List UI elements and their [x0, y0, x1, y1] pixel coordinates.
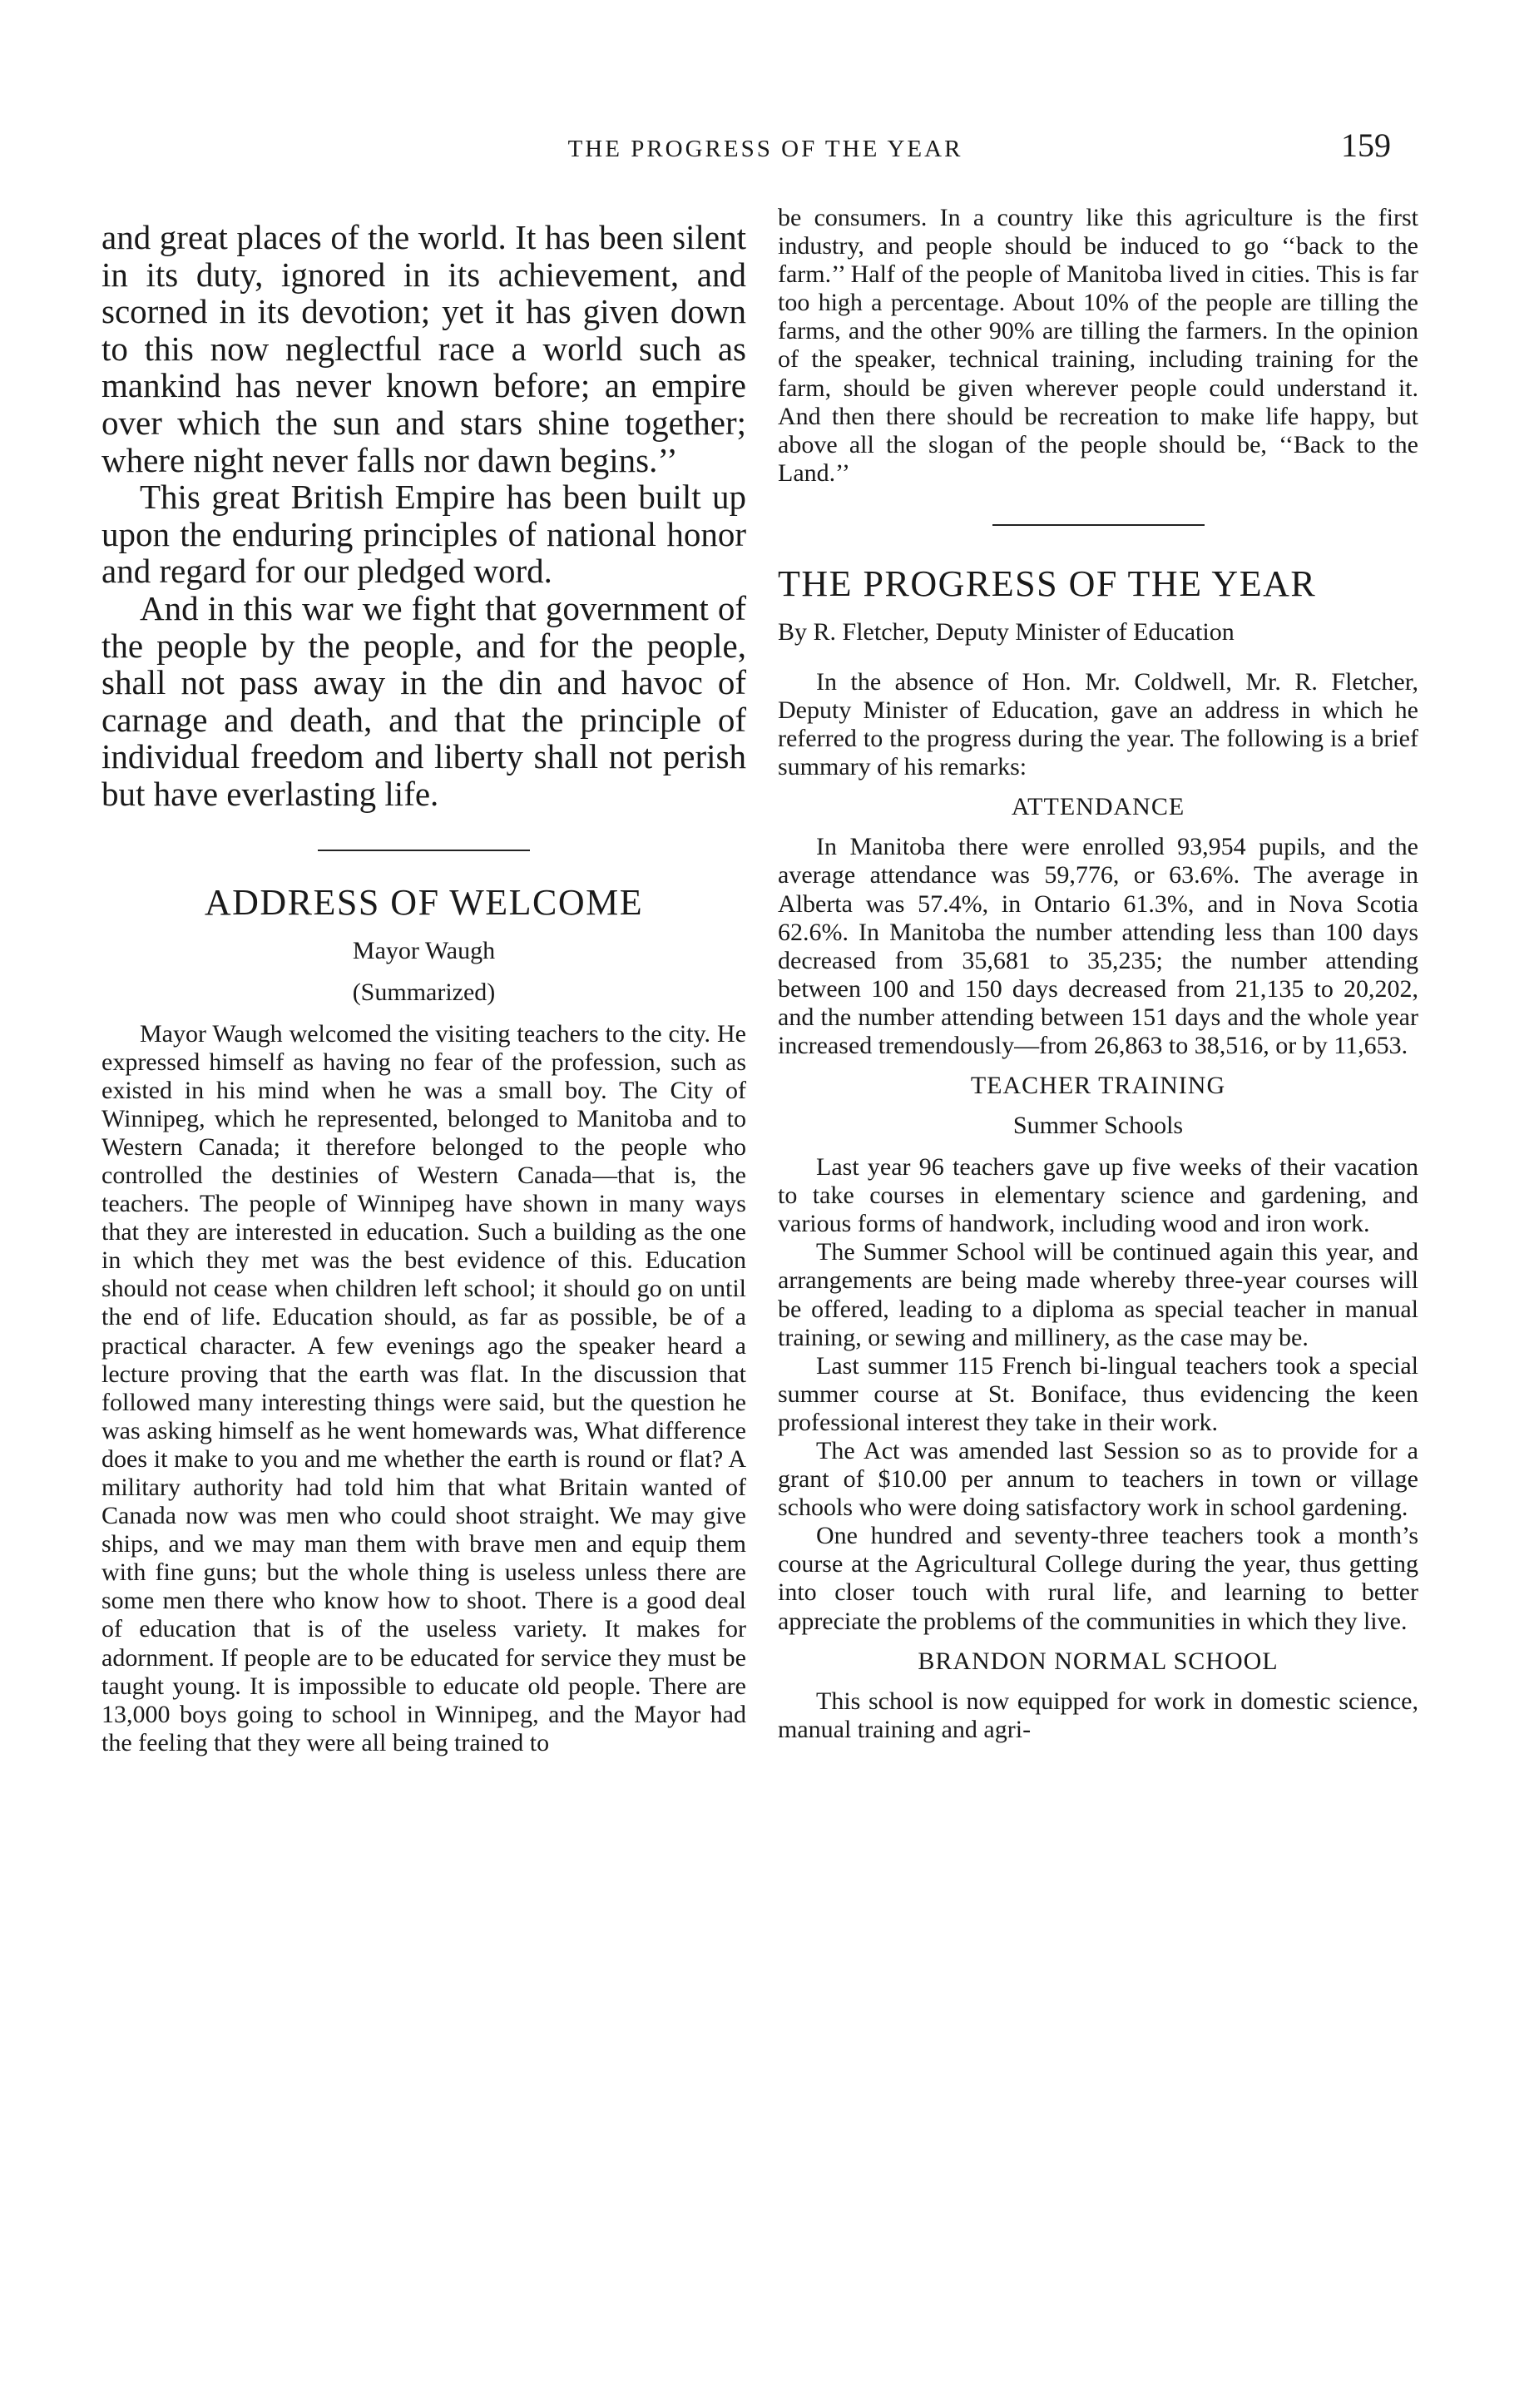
body-paragraph: One hundred and seventy-three teachers took a month’s course at the Agricultural College during the year, thus getting into closer touch with rural life, and learning to better appreciate the problems of the communities in which they live.: [778, 1522, 1418, 1635]
subsection-heading: Summer Schools: [1012, 1112, 1184, 1140]
section-heading: ATTENDANCE: [1011, 793, 1185, 821]
body-paragraph: This school is now equipped for work in domestic science, manual training and agri-: [778, 1687, 1418, 1743]
article-byline: By R. Fletcher, Deputy Minister of Education: [778, 617, 1235, 646]
left-column: [101, 219, 746, 1757]
article-continuation: [778, 204, 1418, 488]
body-paragraph: The Summer School will be continued again this year, and arrangements are being made whereby three-year courses will be offered, leading to a diploma as special teacher in manual training, or sewing and millinery, as the case may be.: [778, 1238, 1418, 1351]
section-divider: [318, 850, 530, 851]
body-paragraph: be consumers. In a country like this agriculture is the first industry, and people should be induced to go ‘‘back to the farm.’’ Half of the people of Manitoba lived in cities. This is far too high a percentage. About 10% of the people are tilling the farms, and the other 90% are tilling the farmers. In the opinion of the speaker, technical training, including training for the farm, should be given wherever people could understand it. And then there should be recreation to make life happy, but above all the slogan of the people should be, ‘‘Back to the Land.’’: [778, 204, 1418, 487]
body-paragraph: In Manitoba there were enrolled 93,954 pupils, and the average attendance was 59,776, or 63.6%. The average in Alberta was 57.4%, in Ontario 61.3%, and in Nova Scotia 62.6%. In Manitoba the number attending less than 100 days decreased from 35,681 to 35,235; the number attending between 100 and 150 days decreased from 21,135 to 20,202, and the number attending between 151 days and the whole year increased tremendously—from 26,863 to 38,516, or by 11,653.: [778, 833, 1418, 1059]
body-paragraph: In the absence of Hon. Mr. Coldwell, Mr. R. Fletcher, Deputy Minister of Education, gave an address in which he referred to the progress during the year. The following is a brief summary of his remarks:: [778, 667, 1418, 781]
speech-conclusion: [101, 219, 746, 813]
article-body: [101, 1020, 746, 1757]
body-paragraph: The Act was amended last Session so as to provide for a grant of $10.00 per annum to teachers in town or village schools who were doing satisfactory work in school gardening.: [778, 1437, 1418, 1522]
body-paragraph: and great places of the world. It has been silent in its duty, ignored in its achievement, and scorned in its devotion; yet it has given down to this now neglectful race a world such as mankind has never known before; an empire over which the sun and stars shine together; where night never falls nor dawn begins.’’: [101, 218, 746, 479]
body-paragraph: Mayor Waugh welcomed the visiting teachers to the city. He expressed himself as having no fear of the profession, such as existed in his mind when he was a small boy. The City of Winnipeg, which he represented, belonged to Manitoba and to Western Canada; it therefore belonged to the people who controlled the destinies of Western Canada—that is, the teachers. The people of Winnipeg have shown in many ways that they are interested in education. Such a building as the one in which they met was the best evidence of this. Education should not cease when children left school; it should go on until the end of life. Education should, as far as possible, be of a practical character. A few evenings ago the speaker heard a lecture proving that the earth was flat. In the discussion that followed many interesting things were said, but the question he was asking himself as he went homewards was, What difference does it make to you and me whether the earth is round or flat? A military authority had told him that what Britain wanted of Canada now was men who could shoot straight. We may give ships, and we may man them with brave men and equip them with fine guns; but the whole thing is useless unless there are some men there who know how to shoot. There is a good deal of education that is of the useless variety. It makes for adornment. If people are to be educated for service they must be taught young. It is impossible to educate old people. There are 13,000 boys going to school in Winnipeg, and the Mayor had the feeling that they were all being trained to: [101, 1019, 746, 1756]
right-column: [778, 204, 1418, 1744]
section-divider: [992, 524, 1205, 526]
article-author: Mayor Waugh: [352, 936, 496, 964]
running-header: [0, 126, 1539, 169]
page-number: 159: [1341, 126, 1391, 164]
article-body: [778, 668, 1418, 1744]
article-note: (Summarized): [352, 978, 496, 1006]
body-paragraph: And in this war we fight that government of the people by the people, and for the people, shall not pass away in the din and havoc of carnage and death, and that the principle of individual freedom and liberty shall not perish but have everlasting life.: [101, 588, 746, 813]
section-heading: TEACHER TRAINING: [970, 1072, 1226, 1100]
body-paragraph: This great British Empire has been built up upon the enduring principles of national honor and regard for our pledged word.: [101, 478, 746, 591]
article-title: ADDRESS OF WELCOME: [204, 881, 644, 923]
running-title: THE PROGRESS OF THE YEAR: [567, 136, 963, 162]
section-heading: BRANDON NORMAL SCHOOL: [918, 1647, 1279, 1675]
body-paragraph: Last year 96 teachers gave up five weeks of their vacation to take courses in elementary science and gardening, and various forms of handwork, including wood and iron work.: [778, 1153, 1418, 1238]
article-title: THE PROGRESS OF THE YEAR: [778, 562, 1317, 604]
body-paragraph: Last summer 115 French bi-lingual teachers took a special summer course at St. Boniface, thus evidencing the keen professional interest they take in their work.: [778, 1351, 1418, 1436]
